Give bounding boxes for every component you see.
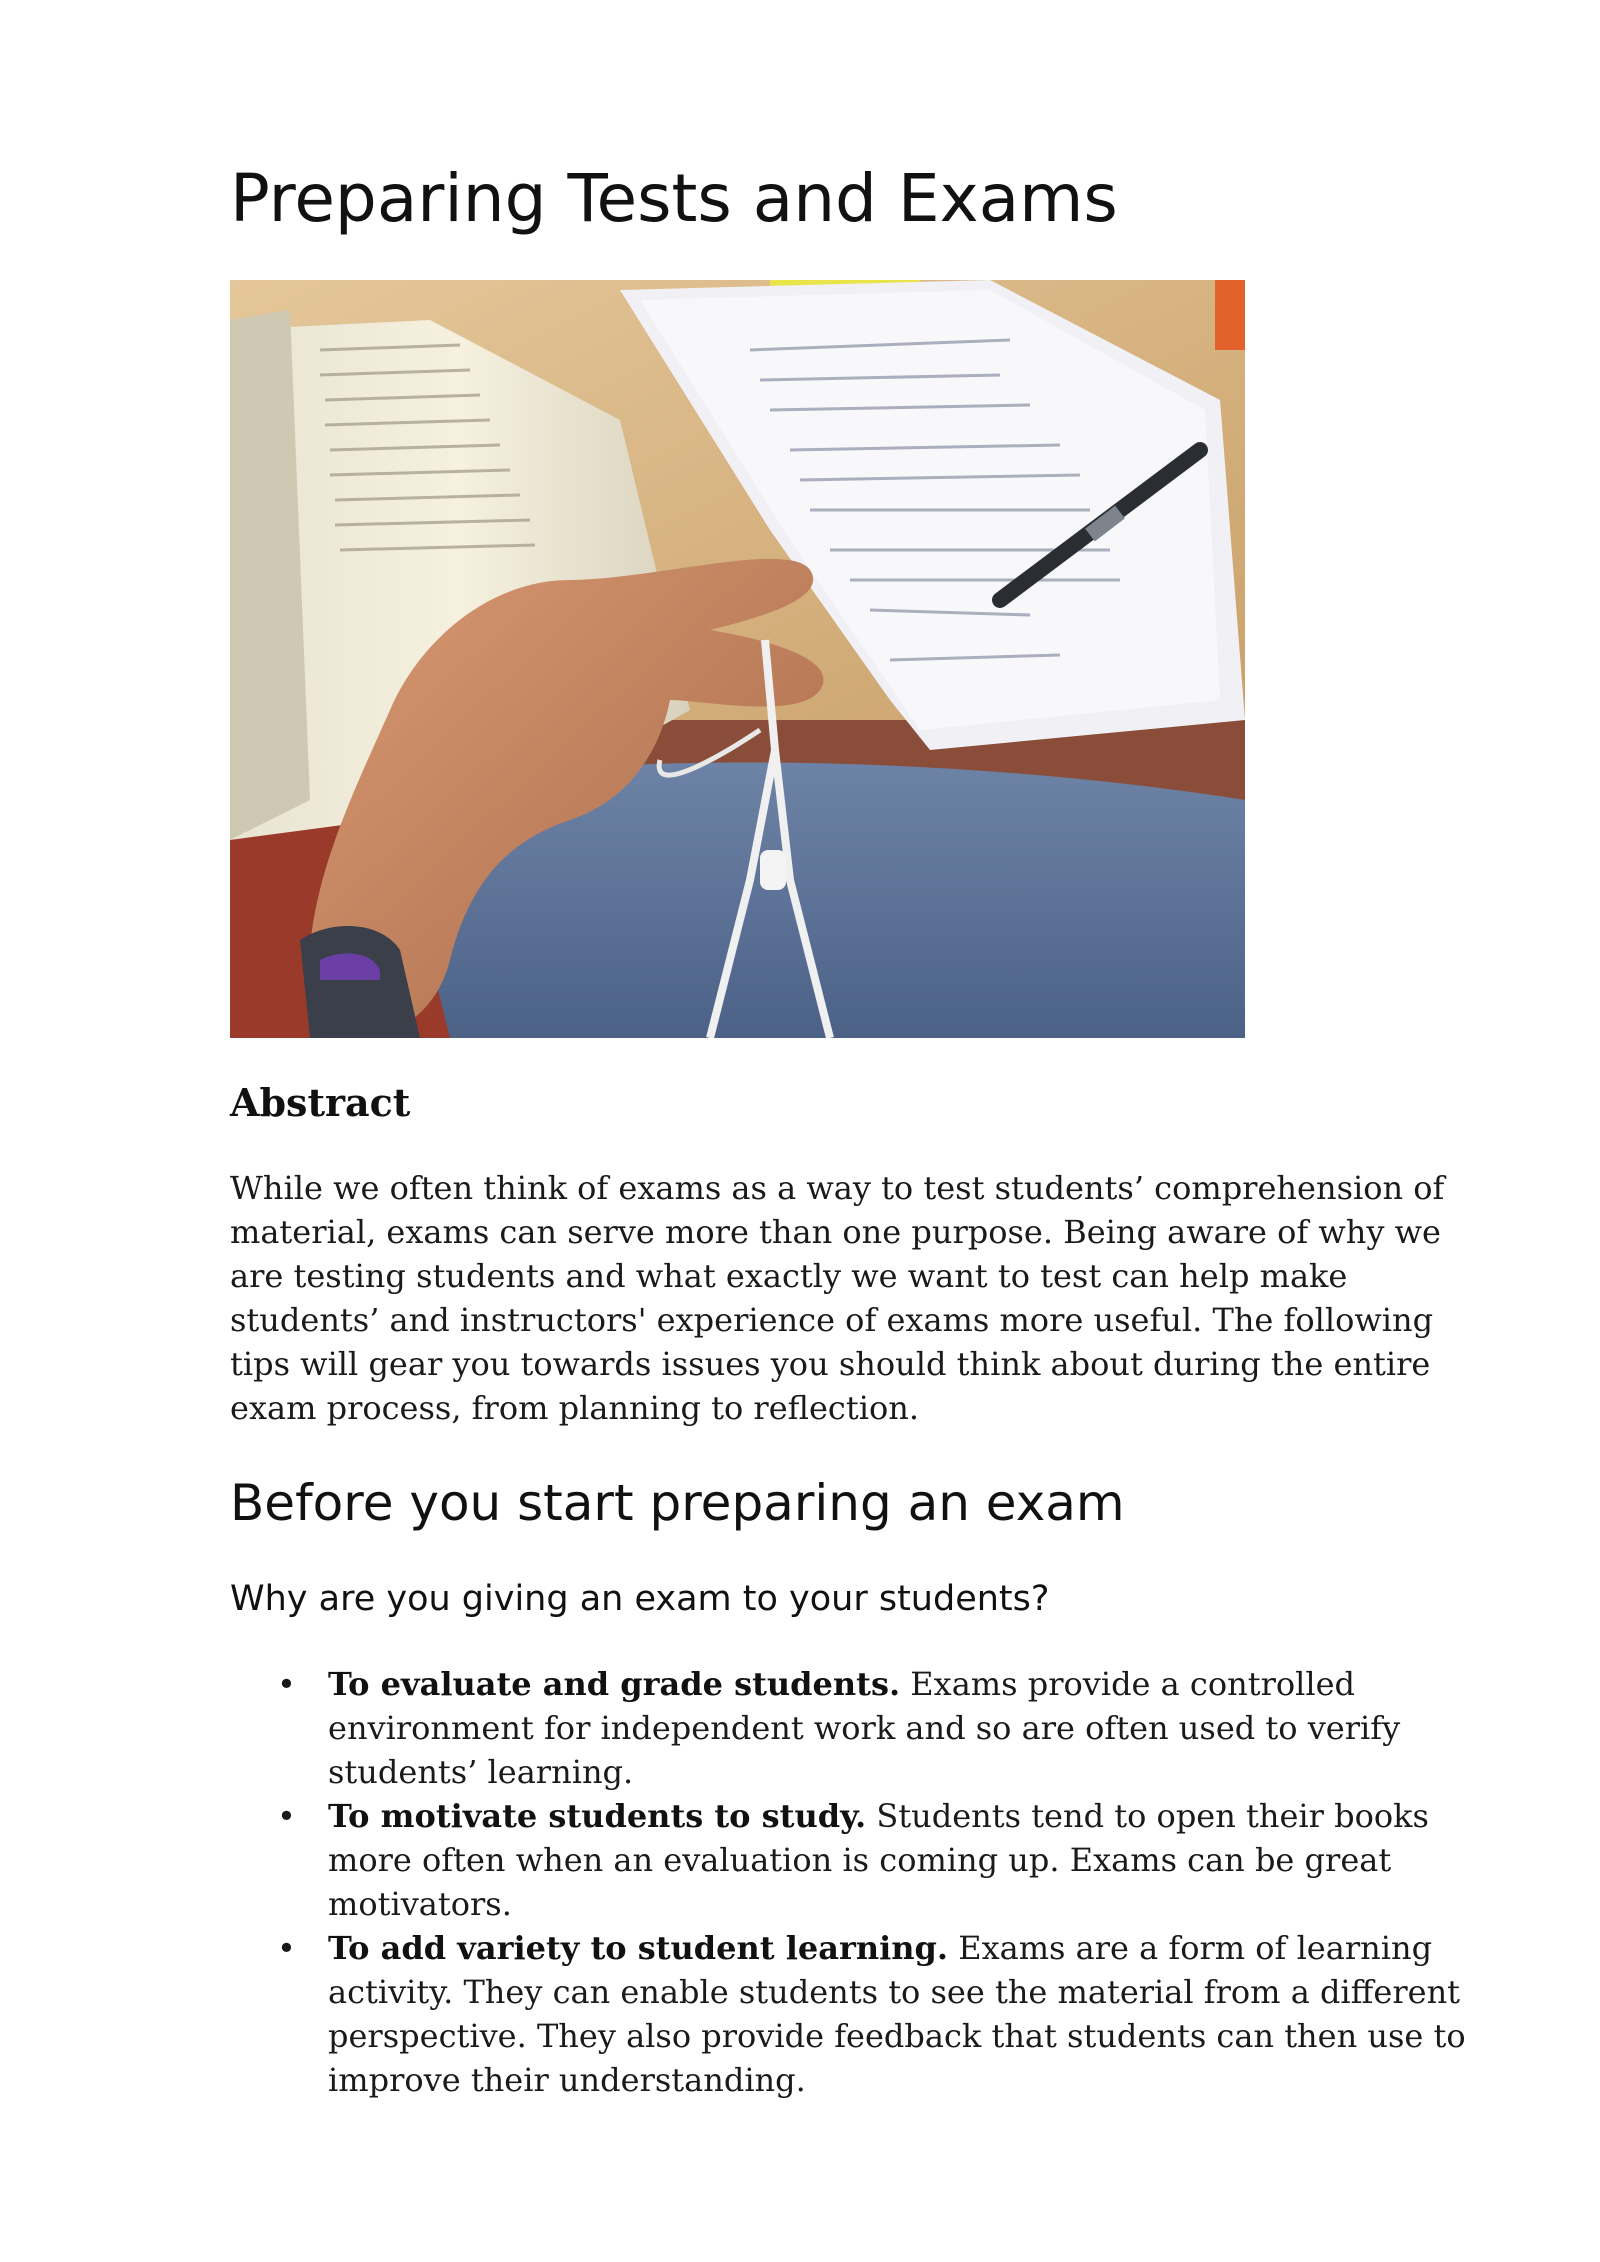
bullet-icon: • xyxy=(277,1797,296,1835)
section-heading: Before you start preparing an exam xyxy=(230,1474,1125,1532)
reason-text: Exams provide a controlled environment for independent work and so are often used to verify students’ learning. xyxy=(328,1665,1401,1791)
bullet-icon: • xyxy=(277,1665,296,1703)
reason-title: To evaluate and grade students. xyxy=(328,1665,901,1703)
reason-title: To add variety to student learning. xyxy=(328,1929,949,1967)
reason-text: Exams are a form of learning activity. They can enable students to see the material from a different perspective. They also provide feedback that students can then use to improve their understanding. xyxy=(328,1929,1466,2099)
list-item xyxy=(230,1926,1520,2102)
section-question: Why are you giving an exam to your students? xyxy=(230,1579,1050,1619)
hero-photo-illustration xyxy=(230,280,1245,1038)
list-item xyxy=(230,1794,1520,1926)
reason-title: To motivate students to study. xyxy=(328,1797,867,1835)
bullet-icon: • xyxy=(277,1929,296,1967)
reasons-list xyxy=(230,1662,1520,2102)
hero-image xyxy=(230,280,1245,1038)
reason-text: Students tend to open their books more often when an evaluation is coming up. Exams can be great motivators. xyxy=(328,1797,1429,1923)
abstract-heading: Abstract xyxy=(230,1080,411,1125)
page-title: Preparing Tests and Exams xyxy=(230,160,1118,237)
list-item xyxy=(230,1662,1520,1794)
abstract-text: While we often think of exams as a way to test students’ comprehension of material, exams can serve more than one purpose. Being aware of why we are testing students and what exactly we want to test can help make students’ and instructors' experience of exams more useful. The following tips will gear you towards issues you should think about during the entire exam process, from planning to reflection. xyxy=(230,1169,1445,1427)
